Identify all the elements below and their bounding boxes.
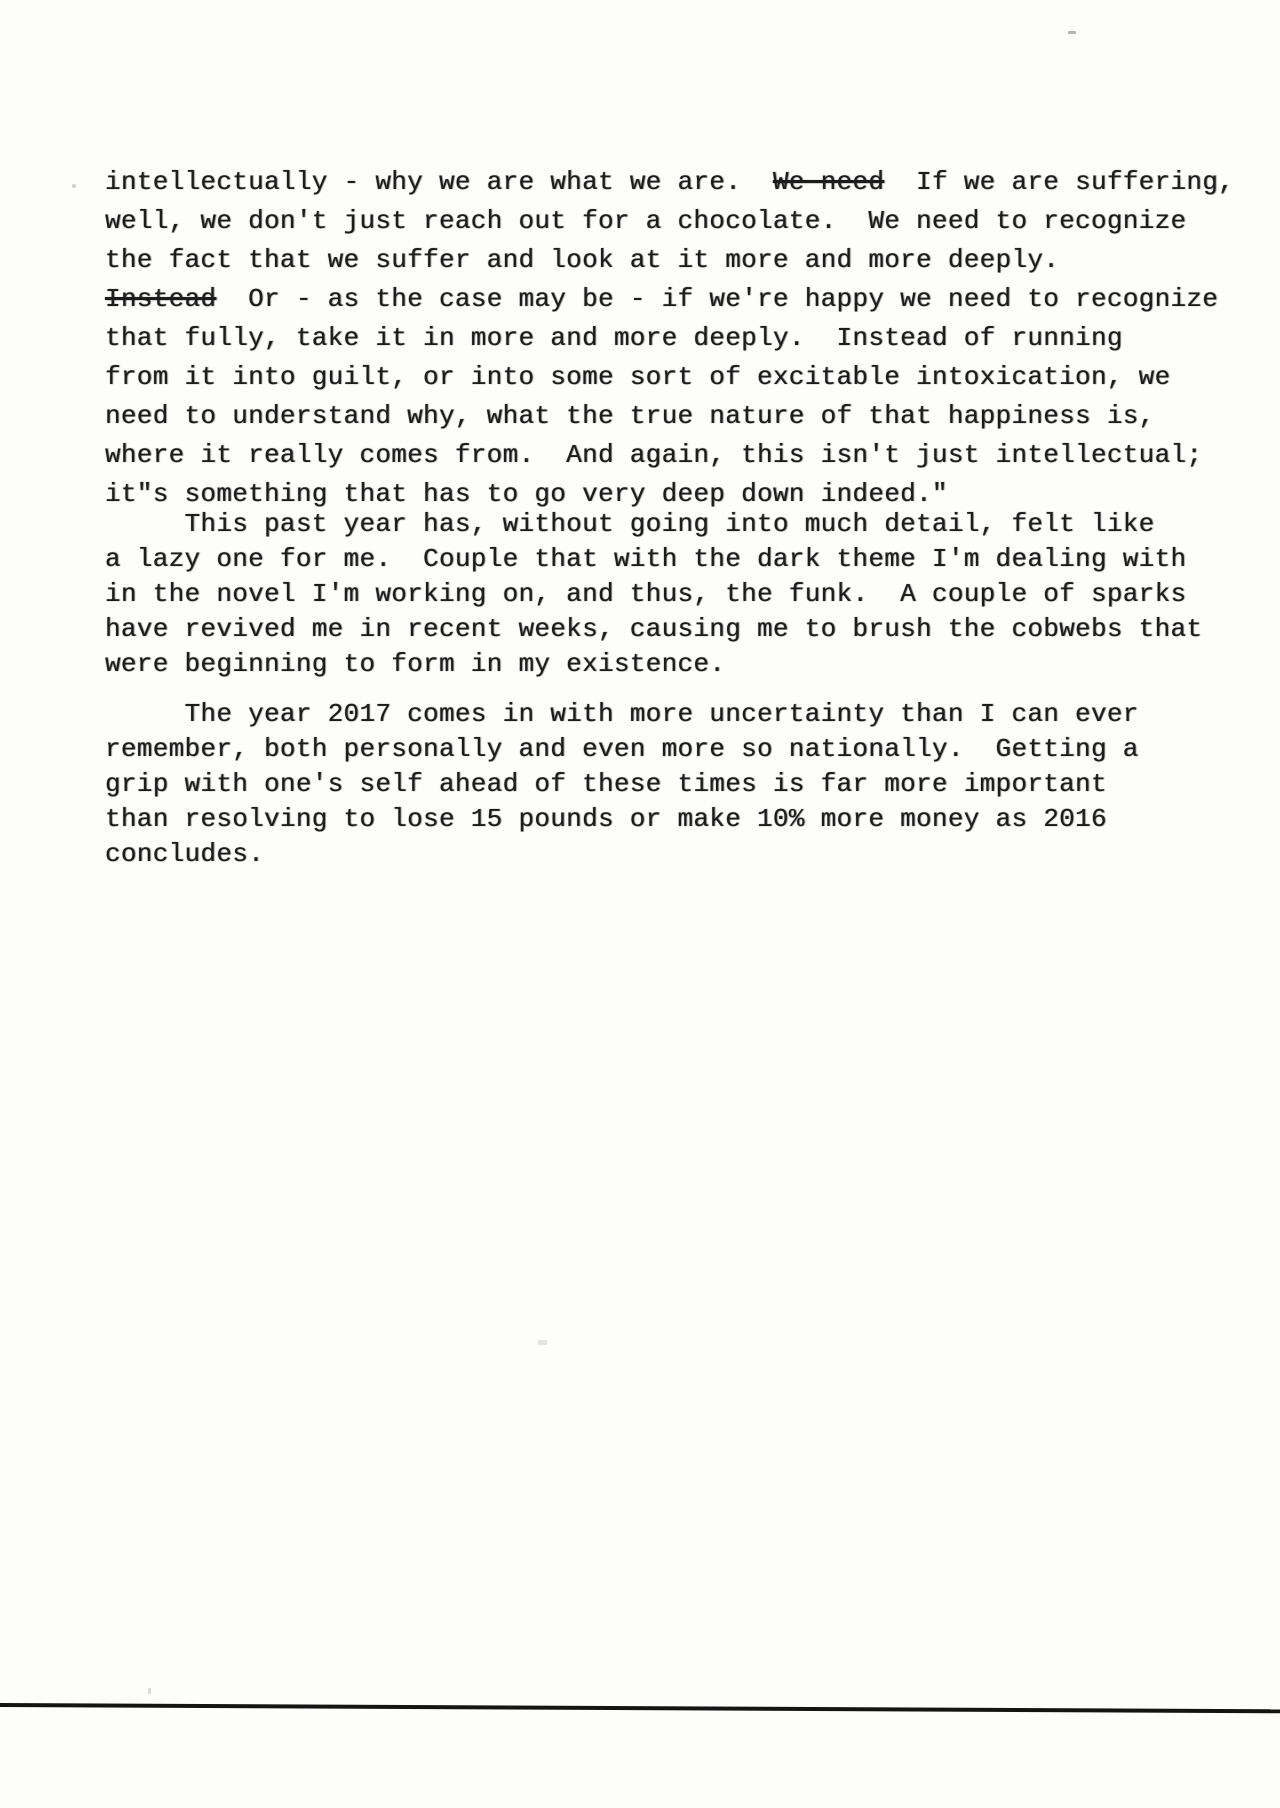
text-line bbox=[105, 280, 1234, 319]
text-segment: If we are suffering, bbox=[884, 167, 1235, 197]
text-line bbox=[105, 837, 1139, 872]
text-segment: concludes. bbox=[105, 839, 265, 869]
text-segment: well, we don't just reach out for a chocolate. We need to recognize bbox=[105, 206, 1187, 236]
paragraph-year-2017 bbox=[105, 697, 1139, 872]
scan-artifact-speck bbox=[1068, 31, 1076, 34]
text-line bbox=[105, 577, 1202, 612]
paragraph-past-year bbox=[105, 507, 1202, 682]
text-line bbox=[105, 163, 1234, 202]
text-segment: in the novel I'm working on, and thus, the funk. A couple of sparks bbox=[105, 579, 1187, 609]
scan-artifact-speck bbox=[72, 184, 76, 188]
text-line bbox=[105, 612, 1202, 647]
text-line bbox=[105, 319, 1234, 358]
struck-text: Instead bbox=[105, 284, 217, 314]
text-line bbox=[105, 732, 1139, 767]
text-segment: need to understand why, what the true nature of that happiness is, bbox=[105, 401, 1155, 431]
text-segment: grip with one's self ahead of these times is far more important bbox=[105, 769, 1107, 799]
text-segment: it"s something that has to go very deep down indeed." bbox=[105, 479, 948, 509]
text-segment: This past year has, without going into much detail, felt like bbox=[105, 509, 1155, 539]
page-scan-edge-line bbox=[0, 1703, 1280, 1713]
text-segment: The year 2017 comes in with more uncertainty than I can ever bbox=[105, 699, 1139, 729]
text-line bbox=[105, 767, 1139, 802]
text-line bbox=[105, 202, 1234, 241]
text-line bbox=[105, 697, 1139, 732]
text-line bbox=[105, 802, 1139, 837]
text-segment: the fact that we suffer and look at it more and more deeply. bbox=[105, 245, 1060, 275]
text-segment: intellectually - why we are what we are. bbox=[105, 167, 773, 197]
struck-text: We need bbox=[772, 167, 885, 197]
text-line bbox=[105, 542, 1202, 577]
text-segment: than resolving to lose 15 pounds or make 10% more money as 2016 bbox=[105, 804, 1107, 834]
text-line bbox=[105, 647, 1202, 682]
text-segment: where it really comes from. And again, this isn't just intellectual; bbox=[105, 440, 1203, 470]
scan-artifact-speck bbox=[148, 1688, 151, 1694]
paragraph-continuation bbox=[105, 163, 1234, 514]
text-line bbox=[105, 397, 1234, 436]
text-line bbox=[105, 241, 1234, 280]
text-line bbox=[105, 358, 1234, 397]
text-segment: a lazy one for me. Couple that with the dark theme I'm dealing with bbox=[105, 544, 1187, 574]
text-segment: from it into guilt, or into some sort of excitable intoxication, we bbox=[105, 362, 1171, 392]
scan-artifact-speck bbox=[538, 1340, 547, 1345]
text-line bbox=[105, 436, 1234, 475]
text-segment: have revived me in recent weeks, causing me to brush the cobwebs that bbox=[105, 614, 1203, 644]
text-segment: that fully, take it in more and more deeply. Instead of running bbox=[105, 323, 1123, 353]
text-line bbox=[105, 507, 1202, 542]
text-segment: Or - as the case may be - if we're happy we need to recognize bbox=[216, 284, 1219, 314]
text-segment: remember, both personally and even more so nationally. Getting a bbox=[105, 734, 1139, 764]
text-segment: were beginning to form in my existence. bbox=[105, 649, 726, 679]
